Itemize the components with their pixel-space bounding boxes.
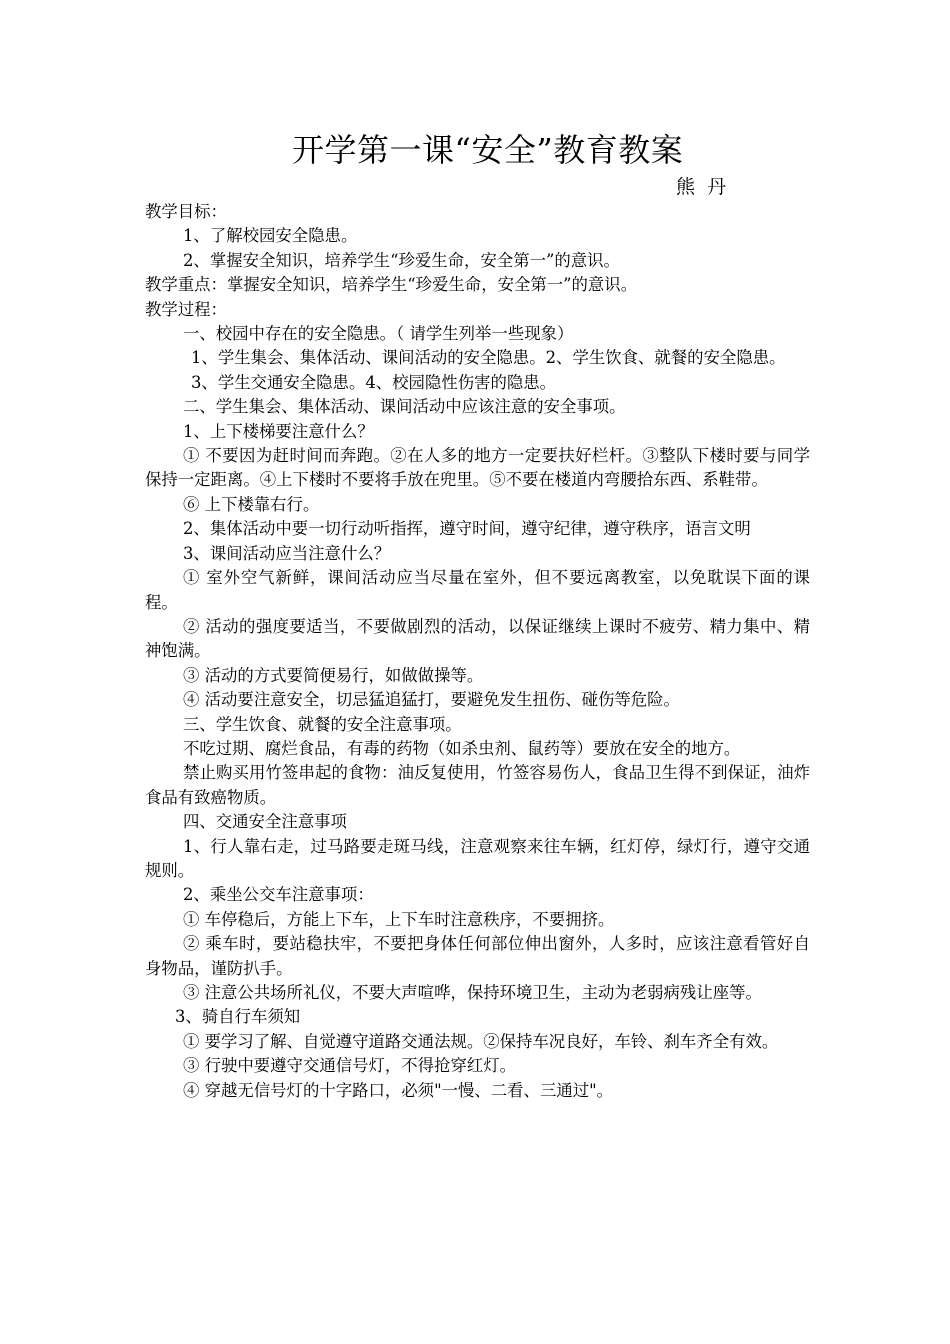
paragraph: ② 活动的强度要适当，不要做剧烈的活动，以保证继续上课时不疲劳、精力集中、精神饱满。 — [145, 616, 810, 661]
paragraph: 3、骑自行车须知 — [175, 1007, 301, 1027]
paragraph: 不吃过期、腐烂食品，有毒的药物（如杀虫剂、鼠药等）要放在安全的地方。 — [183, 738, 741, 758]
paragraph: 3、学生交通安全隐患。4、校园隐性伤害的隐患。 — [191, 372, 557, 392]
paragraph: 1、行人靠右走，过马路要走斑马线，注意观察来往车辆，红灯停，绿灯行，遵守交通规则。 — [145, 836, 810, 880]
paragraph: ① 室外空气新鲜，课间活动应当尽量在室外，但不要远离教室，以免耽误下面的课程。 — [145, 568, 810, 612]
paragraph: ④ 活动要注意安全，切忌猛追猛打，要避免发生扭伤、碰伤等危险。 — [183, 690, 680, 710]
paragraph: ③ 注意公共场所礼仪，不要大声喧哗，保持环境卫生，主动为老弱病残让座等。 — [183, 983, 762, 1002]
paragraph: ① 车停稳后，方能上下车，上下车时注意秩序，不要拥挤。 — [183, 909, 615, 929]
paragraph: ① 要学习了解、自觉遵守道路交通法规。②保持车况良好，车铃、刹车齐全有效。 — [183, 1031, 779, 1051]
paragraph: ③ 活动的方式要简便易行，如做做操等。 — [183, 665, 484, 685]
document-title: 开学第一课“安全”教育教案 — [292, 131, 684, 169]
paragraph: 2、掌握安全知识，培养学生“珍爱生命，安全第一”的意识。 — [183, 250, 620, 270]
paragraph: 2、集体活动中要一切行动听指挥，遵守时间，遵守纪律，遵守秩序，语言文明 — [183, 519, 751, 539]
paragraph: ⑥ 上下楼靠右行。 — [183, 494, 320, 514]
paragraph: 3、课间活动应当注意什么？ — [183, 543, 391, 563]
paragraph: ② 乘车时，要站稳扶牢，不要把身体任何部位伸出窗外，人多时，应该注意看管好自身物品，谨防扒手。 — [145, 934, 810, 978]
paragraph: ① 不要因为赶时间而奔跑。②在人多的地方一定要扶好栏杆。③整队下楼时要与同学保持一定距离。④上下楼时不要将手放在兜里。⑤不要在楼道内弯腰拾东西、系鞋带。 — [145, 446, 810, 490]
paragraph: 教学目标： — [145, 202, 227, 221]
paragraph: 1、上下楼梯要注意什么？ — [183, 421, 374, 441]
paragraph: 1、了解校园安全隐患。 — [183, 226, 358, 246]
paragraph: ③ 行驶中要遵守交通信号灯，不得抢穿红灯。 — [183, 1056, 517, 1076]
document-body — [145, 200, 810, 1103]
paragraph: 2、乘坐公交车注意事项： — [183, 885, 374, 905]
paragraph: ④ 穿越无信号灯的十字路口，必须"一慢、二看、三通过"。 — [183, 1080, 614, 1100]
paragraph: 四、交通安全注意事项 — [183, 812, 347, 832]
paragraph: 一、校园中存在的安全隐患。（ 请学生列举一些现象） — [183, 324, 574, 344]
paragraph: 1、学生集会、集体活动、课间活动的安全隐患。2、学生饮食、就餐的安全隐患。 — [191, 348, 786, 368]
paragraph: 禁止购买用竹签串起的食物：油反复使用，竹签容易伤人，食品卫生得不到保证，油炸食品有致癌物质。 — [145, 763, 810, 807]
paragraph: 三、学生饮食、就餐的安全注意事项。 — [183, 714, 462, 734]
paragraph: 教学过程： — [145, 299, 227, 319]
paragraph: 二、学生集会、集体活动、课间活动中应该注意的安全事项。 — [183, 397, 626, 417]
paragraph: 教学重点：掌握安全知识，培养学生“珍爱生命，安全第一”的意识。 — [145, 275, 638, 295]
document-author: 熊 丹 — [676, 176, 727, 198]
